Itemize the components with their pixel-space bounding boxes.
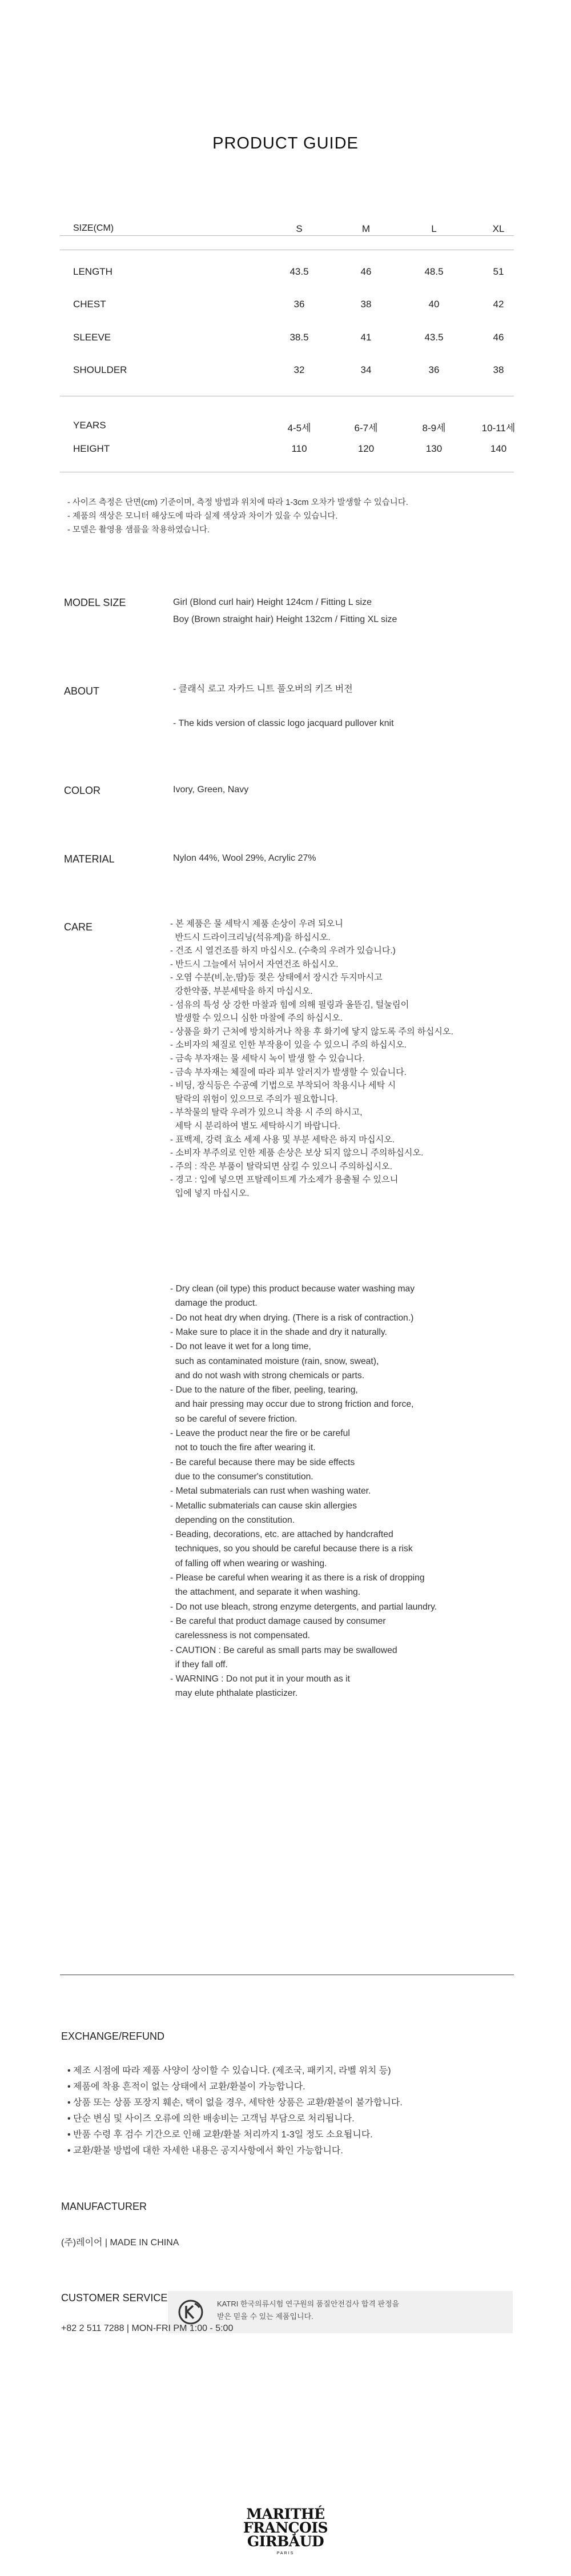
exchange-line: • 제조 시점에 따라 제품 사양이 상이할 수 있습니다. (제조국, 패키지, 라벨 위치 등)	[67, 2066, 391, 2076]
table-cell: 120	[357, 443, 375, 454]
exchange-line: • 교환/환불 방법에 대한 자세한 내용은 공지사항에서 확인 가능합니다.	[67, 2146, 343, 2156]
material-value: Nylon 44%, Wool 29%, Acrylic 27%	[173, 853, 316, 863]
care-en-line: - WARNING : Do not put it in your mouth as it	[170, 1674, 351, 1684]
size-header-xl: XL	[492, 223, 505, 234]
care-en-line: and hair pressing may occur due to strong friction and force,	[170, 1399, 414, 1410]
table-cell: 4-5세	[287, 423, 311, 434]
model-size-line: Boy (Brown straight hair) Height 132cm / Fitting XL size	[173, 615, 397, 624]
table-cell: 40	[428, 299, 440, 310]
kc-mark-icon	[178, 2299, 204, 2325]
table-cell: 130	[425, 443, 443, 454]
care-ko-line: - 소비자 부주의로 인한 제품 손상은 보상 되지 않으니 주의하십시오.	[170, 1148, 424, 1158]
care-en-line: such as contaminated moisture (rain, snow, sweat),	[170, 1356, 379, 1366]
care-en-line: - Leave the product near the fire or be careful	[170, 1429, 350, 1438]
table-cell: 110	[291, 443, 307, 454]
care-en-line: not to touch the fire after wearing it.	[170, 1443, 316, 1453]
exchange-line: • 단순 변심 및 사이즈 오류에 의한 배송비는 고객님 부담으로 처리됩니다.	[67, 2114, 355, 2124]
care-en-line: - Metal submaterials can rust when washing water.	[170, 1486, 371, 1496]
size-header-l: L	[431, 223, 437, 234]
table-cell: 32	[293, 364, 305, 375]
page-title: PRODUCT GUIDE	[212, 134, 359, 153]
exchange-line: • 반품 수령 후 검수 기간으로 인해 교환/환불 처리까지 1-3일 정도 소요됩니다.	[67, 2130, 373, 2140]
care-ko-line: - 오염 수분(비,눈,땀)등 젖은 상태에서 장시간 두지마시고	[170, 973, 383, 983]
care-ko-line: - 주의 : 작은 부품이 탈락되면 삼킬 수 있으니 주의하십시오.	[170, 1161, 392, 1171]
care-ko-line: 강한약품, 부분세탁을 하지 마십시오.	[170, 986, 313, 996]
color-label: COLOR	[64, 785, 101, 796]
care-en-line: - Be careful because there may be side effects	[170, 1457, 355, 1467]
exchange-line: • 상품 또는 상품 포장지 훼손, 택이 없을 경우, 세탁한 상품은 교환/환불이 불가합니다.	[67, 2098, 403, 2108]
care-en-line: depending on the constitution.	[170, 1515, 295, 1525]
size-note: - 모델은 촬영용 샘플을 착용하였습니다.	[67, 525, 210, 535]
size-note: - 사이즈 측정은 단면(cm) 기준이며, 측정 방법과 위치에 따라 1-3cm 오차가 발생할 수 있습니다.	[67, 498, 408, 507]
exchange-line: • 제품에 착용 흔적이 없는 상태에서 교환/환불이 가능합니다.	[67, 2082, 305, 2092]
table-cell: 140	[490, 443, 507, 454]
care-en-line: - Do not leave it wet for a long time,	[170, 1342, 311, 1352]
row-label-chest: CHEST	[73, 299, 106, 310]
table-cell: 46	[493, 332, 504, 343]
care-en-line: - Due to the nature of the fiber, peeling, tearing,	[170, 1385, 358, 1395]
care-en-line: - CAUTION : Be careful as small parts may be swallowed	[170, 1645, 397, 1655]
care-en-line: so be careful of severe friction.	[170, 1414, 297, 1424]
care-ko-line: 입에 넣지 마십시오.	[170, 1189, 250, 1198]
care-ko-line: 세탁 시 분리하여 별도 세탁하시기 바랍니다.	[170, 1121, 340, 1131]
logo-line: FRANÇOIS	[243, 2519, 328, 2536]
row-label-shoulder: SHOULDER	[73, 364, 127, 375]
care-en-line: - Please be careful when wearing it as there is a risk of dropping	[170, 1573, 425, 1583]
table-cell: 48.5	[424, 266, 444, 277]
row-label-years: YEARS	[73, 420, 106, 431]
care-ko-line: 발생할 수 있으니 심한 마찰에 주의 하십시오.	[170, 1013, 343, 1024]
model-size-line: Girl (Blond curl hair) Height 124cm / Fitting L size	[173, 597, 372, 607]
about-label: ABOUT	[64, 685, 100, 697]
manufacturer-value: (주)레이어 | MADE IN CHINA	[61, 2238, 179, 2248]
row-label-length: LENGTH	[73, 266, 112, 277]
care-en-line: - Do not use bleach, strong enzyme detergents, and partial laundry.	[170, 1602, 437, 1612]
care-en-line: - Do not heat dry when drying. (There is a risk of contraction.)	[170, 1313, 414, 1323]
about-ko: - 클래식 로고 자카드 니트 풀오버의 키즈 버전	[173, 684, 353, 694]
care-en-line: - Metallic submaterials can cause skin allergies	[170, 1500, 357, 1511]
table-cell: 34	[360, 364, 372, 375]
care-ko-line: - 섬유의 특성 상 강한 마찰과 힘에 의해 필링과 올뜯김, 털눌림이	[170, 1000, 409, 1010]
care-ko-line: - 경고 : 입에 넣으면 프탈레이트계 가소제가 용출될 수 있으니	[170, 1175, 399, 1185]
table-top-divider	[60, 235, 514, 236]
care-en-line: if they fall off.	[170, 1659, 228, 1670]
size-note: - 제품의 색상은 모니터 해상도에 따라 실제 색상과 차이가 있을 수 있습니다.	[67, 512, 338, 521]
table-cell: 10-11세	[481, 423, 516, 434]
about-en: - The kids version of classic logo jacquard pullover knit	[173, 719, 394, 728]
customer-service-label: CUSTOMER SERVICE	[61, 2292, 168, 2304]
table-cell: 46	[360, 266, 372, 277]
size-header-label: SIZE(CM)	[73, 223, 114, 233]
table-cell: 8-9세	[422, 423, 446, 434]
care-en-line: and do not wash with strong chemicals or parts.	[170, 1370, 365, 1381]
size-header-m: M	[361, 223, 371, 234]
care-label: CARE	[64, 921, 93, 933]
table-cell: 41	[360, 332, 372, 343]
care-en-line: damage the product.	[170, 1298, 258, 1309]
care-ko-line: - 표백제, 강력 효소 세제 사용 및 부분 세탁은 하지 마십시오.	[170, 1134, 395, 1145]
care-en-line: techniques, so you should be careful because there is a risk	[170, 1544, 413, 1554]
size-header-s: S	[296, 223, 303, 234]
exchange-label: EXCHANGE/REFUND	[61, 2031, 165, 2042]
table-cell: 51	[493, 266, 504, 277]
model-size-label: MODEL SIZE	[64, 597, 126, 608]
care-en-line: - Dry clean (oil type) this product because water washing may	[170, 1284, 415, 1294]
row-label-height: HEIGHT	[73, 443, 110, 454]
kc-text-line: 받은 믿을 수 있는 제품입니다.	[217, 2312, 313, 2321]
care-en-line: carelessness is not compensated.	[170, 1631, 311, 1641]
care-ko-line: 탈락의 위험이 있으므로 주의가 필요합니다.	[170, 1094, 338, 1104]
row-label-sleeve: SLEEVE	[73, 332, 111, 343]
logo-line: MARITHÉ	[246, 2506, 325, 2522]
care-ko-line: - 비딩, 장식등은 수공예 기법으로 부착되어 착용시나 세탁 시	[170, 1081, 396, 1091]
table-cell: 38	[360, 299, 372, 310]
logo-sub: PARIS	[276, 2551, 295, 2555]
care-en-line: - Be careful that product damage caused by consumer	[170, 1616, 386, 1626]
manufacturer-label: MANUFACTURER	[61, 2201, 147, 2212]
care-ko-line: - 상품을 화기 근처에 방치하거나 착용 후 화기에 닿지 않도록 주의 하십시오.	[170, 1026, 453, 1037]
care-en-line: - Beading, decorations, etc. are attached by handcrafted	[170, 1530, 393, 1540]
kc-text-line: KATRI 한국의류시험 연구원의 품질안전검사 합격 판정을	[217, 2300, 400, 2308]
care-ko-line: 반드시 드라이크리닝(석유계)을 하십시오.	[170, 932, 331, 942]
care-en-line: of falling off when wearing or washing.	[170, 1558, 327, 1568]
care-ko-line: - 부착물의 탈락 우려가 있으니 착용 시 주의 하시고,	[170, 1108, 363, 1118]
logo-line: GIRBAUD	[247, 2533, 324, 2550]
care-en-line: due to the consumer's constitution.	[170, 1471, 313, 1482]
table-cell: 38.5	[289, 332, 309, 343]
table-cell: 43.5	[424, 332, 444, 343]
care-ko-line: - 소비자의 체질로 인한 부작용이 있을 수 있으니 주의 하십시오.	[170, 1040, 407, 1050]
care-ko-line: - 금속 부자재는 물 세탁시 녹이 발생 할 수 있습니다.	[170, 1054, 365, 1064]
care-ko-line: - 금속 부자재는 체질에 따라 피부 알러지가 발생할 수 있습니다.	[170, 1067, 407, 1077]
table-cell: 36	[293, 299, 305, 310]
table-cell: 42	[493, 299, 504, 310]
care-ko-line: - 건조 시 열건조를 하지 마십시오. (수축의 우려가 있습니다.)	[170, 946, 396, 956]
table-cell: 43.5	[289, 266, 309, 277]
care-en-line: the attachment, and separate it when washing.	[170, 1587, 361, 1598]
brand-logo	[240, 2507, 331, 2555]
care-ko-line: - 반드시 그늘에서 뉘어서 자연건조 하십시오.	[170, 959, 339, 969]
care-en-line: - Make sure to place it in the shade and dry it naturally.	[170, 1327, 387, 1337]
care-ko-line: - 본 제품은 물 세탁시 제품 손상이 우려 되오니	[170, 919, 343, 929]
table-cell: 38	[493, 364, 504, 375]
care-en-line: may elute phthalate plasticizer.	[170, 1688, 298, 1699]
table-cell: 6-7세	[354, 423, 378, 434]
customer-service-value: +82 2 511 7288 | MON-FRI PM 1:00 - 5:00	[61, 2324, 234, 2333]
table-cell: 36	[428, 364, 440, 375]
kc-text	[217, 2298, 399, 2323]
color-value: Ivory, Green, Navy	[173, 785, 249, 795]
material-label: MATERIAL	[64, 853, 115, 865]
